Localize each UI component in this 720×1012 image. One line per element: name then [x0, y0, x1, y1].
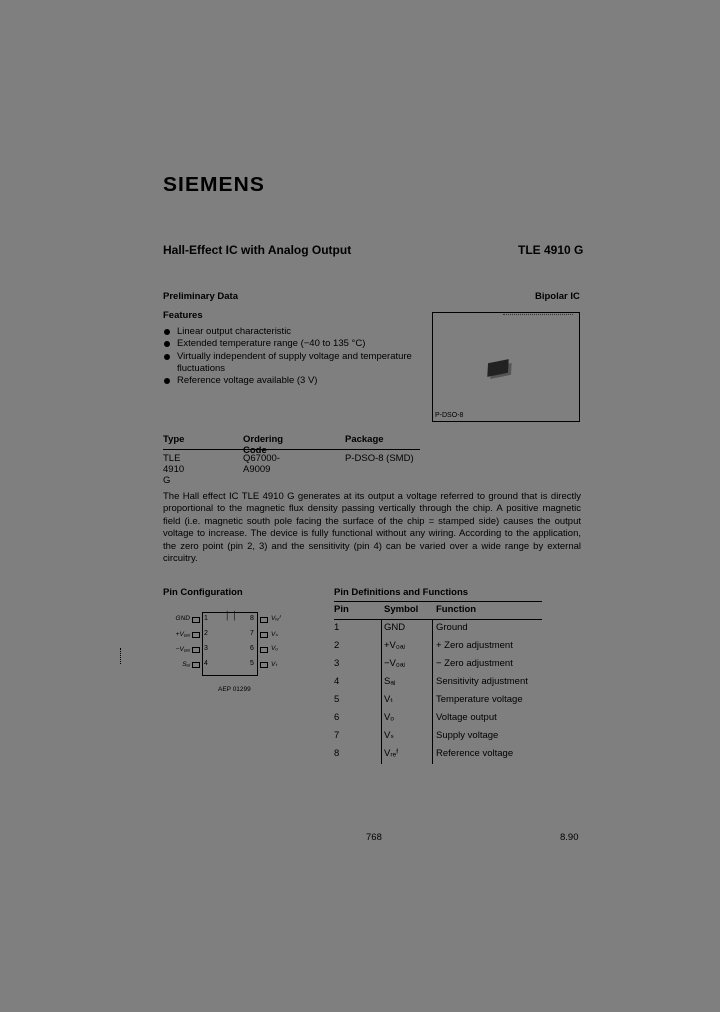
- left-pin-3: −V₀ₐⱼ 3: [175, 645, 208, 653]
- document-title: Hall-Effect IC with Analog Output: [163, 243, 352, 257]
- table-header-rule: [334, 619, 542, 620]
- ic-notch: │ │: [225, 611, 238, 620]
- table-divider: [163, 449, 420, 450]
- feature-item: Extended temperature range (−40 to 135 °C): [163, 338, 413, 350]
- decorative-line: [503, 314, 573, 315]
- right-pin-7: 7 Vₛ: [250, 630, 278, 638]
- figure-id: AEP 01299: [218, 686, 251, 693]
- header-type: Type: [163, 434, 185, 445]
- left-pin-4: Sₐⱼ 4: [182, 660, 208, 668]
- header-ordering-code: Ordering Code: [243, 434, 284, 456]
- pin-configuration-title: Pin Configuration: [163, 587, 243, 598]
- package-image: [432, 312, 580, 422]
- pin-definitions-title: Pin Definitions and Functions: [334, 587, 469, 598]
- right-pin-5: 5 Vₜ: [250, 660, 278, 668]
- pin-leg: [260, 647, 268, 653]
- cell-type: TLE 4910 G: [163, 453, 185, 486]
- bullet-icon: [164, 329, 170, 335]
- pin-leg: [192, 632, 200, 638]
- cell-ordering-code: Q67000-A9009: [243, 453, 280, 475]
- left-pin-1: GND 1: [175, 615, 208, 622]
- package-caption: P-DSO-8: [435, 412, 464, 419]
- pin-leg: [192, 617, 200, 623]
- part-number: TLE 4910 G: [518, 243, 584, 257]
- header-package: Package: [345, 434, 384, 445]
- table-column-rule: [381, 619, 382, 764]
- bullet-icon: [164, 354, 170, 360]
- header-pin: Pin: [334, 604, 349, 615]
- bullet-icon: [164, 341, 170, 347]
- siemens-logo: SIEMENS: [163, 174, 265, 196]
- pin-leg: [260, 617, 268, 623]
- margin-mark: [120, 648, 122, 664]
- features-heading: Features: [163, 310, 203, 321]
- header-symbol: Symbol: [384, 604, 419, 615]
- features-list: [163, 326, 413, 387]
- pin-leg: [192, 647, 200, 653]
- feature-item: Reference voltage available (3 V): [163, 375, 413, 387]
- technology-label: Bipolar IC: [535, 291, 580, 302]
- pin-leg: [192, 662, 200, 668]
- pin-leg: [260, 632, 268, 638]
- bullet-icon: [164, 378, 170, 384]
- pin-configuration-diagram: [175, 611, 281, 684]
- page-number: 768: [366, 832, 382, 843]
- feature-item: Virtually independent of supply voltage and temperature fluctuations: [163, 351, 413, 376]
- table-top-rule: [334, 601, 542, 602]
- preliminary-label: Preliminary Data: [163, 291, 238, 302]
- left-pin-2: +V₀ₐⱼ 2: [175, 630, 208, 638]
- feature-item: Linear output characteristic: [163, 326, 413, 338]
- right-pin-6: 6 Vₒ: [250, 645, 278, 652]
- pin-leg: [260, 662, 268, 668]
- cell-package: P-DSO-8 (SMD): [345, 453, 414, 464]
- header-function: Function: [436, 604, 477, 615]
- revision-date: 8.90: [560, 832, 579, 843]
- description-paragraph: The Hall effect IC TLE 4910 G generates at its output a voltage referred to ground that is directly proportional to the magnetic flux density passing vertically through the chip. A positive magnetic field (i.e. magnetic south pole facing the surface of the chip = stamped side) causes the output voltage to increase. The device is fully functional without any wiring. According to the application, the zero point (pin 2, 3) and the sensitivity (pin 4) can be varied over a wide range by external circuitry.: [163, 491, 581, 565]
- right-pin-8: 8 Vᵣₑᶠ: [250, 615, 281, 622]
